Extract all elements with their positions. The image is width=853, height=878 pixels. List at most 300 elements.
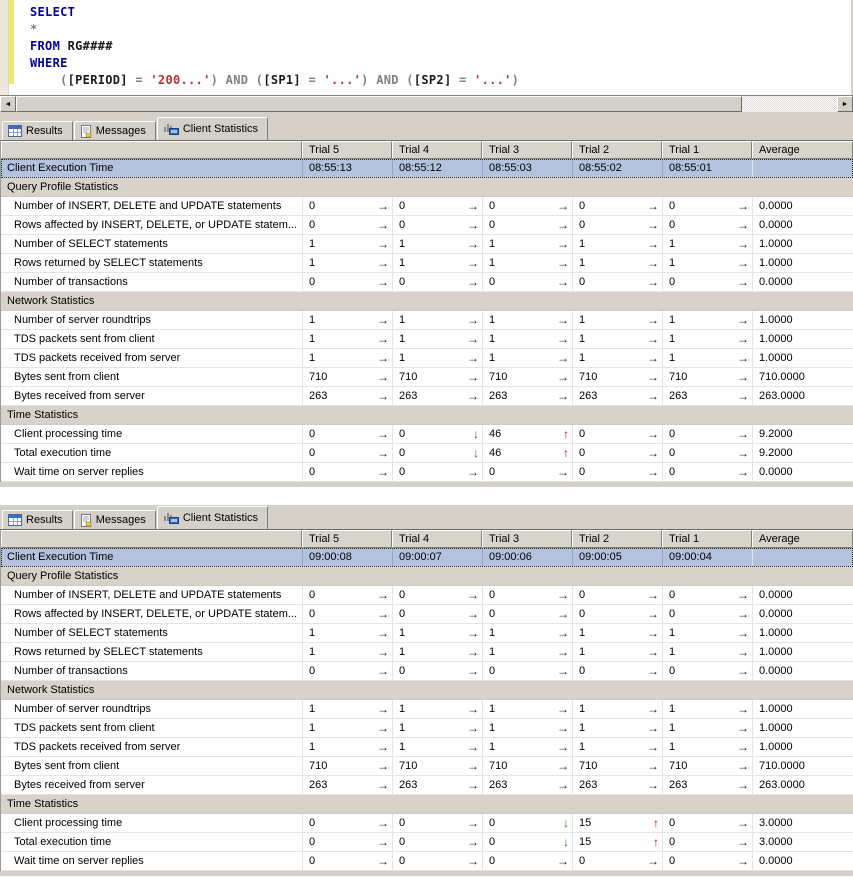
column-header-empty[interactable] [1, 530, 302, 548]
trial-value-cell [302, 216, 392, 234]
trial-value-cell [392, 387, 482, 405]
trial-value-cell [302, 197, 392, 215]
average-cell: 3.0000 [752, 814, 853, 832]
trial-value: 1 [579, 352, 586, 364]
trial-value: 1 [489, 646, 496, 658]
trend-right-icon: → [647, 256, 659, 270]
section-query-profile-statistics[interactable]: Query Profile Statistics [1, 567, 853, 586]
tab-client-statistics[interactable] [157, 117, 268, 140]
row-client-execution-time[interactable] [1, 548, 853, 567]
sql-token: WHERE [30, 56, 68, 70]
trend-right-icon: → [737, 835, 749, 849]
trial-value: 263 [579, 390, 598, 402]
trend-right-icon: → [467, 256, 479, 270]
trial-value: 1 [399, 238, 406, 250]
trend-right-icon: → [647, 759, 659, 773]
tab-results[interactable] [2, 510, 73, 529]
grid-footer [0, 871, 853, 876]
row-bytes-sent-from-client[interactable] [1, 368, 853, 387]
row-label: Number of INSERT, DELETE and UPDATE statements [14, 200, 282, 212]
trial-value-cell [302, 311, 392, 329]
average-cell: 0.0000 [752, 662, 853, 680]
row-label: Rows affected by INSERT, DELETE, or UPDATE statem... [14, 219, 298, 231]
client-statistics-panel-1 [0, 116, 853, 487]
row-number-of-transactions[interactable] [1, 662, 853, 681]
trial-value-cell [302, 330, 392, 348]
trial-value-cell: 09:00:08 [302, 548, 392, 566]
trial-value-cell [482, 833, 572, 851]
trial-value: 1 [489, 314, 496, 326]
trend-right-icon: → [377, 816, 389, 830]
trial-value-cell [662, 643, 752, 661]
trend-right-icon: → [647, 740, 659, 754]
trial-value-cell [482, 368, 572, 386]
trial-value-cell [392, 197, 482, 215]
trend-right-icon: → [647, 332, 659, 346]
trial-value: 0 [399, 608, 406, 620]
trial-value-cell [302, 273, 392, 291]
trial-value: 1 [489, 257, 496, 269]
tab-messages[interactable] [74, 510, 156, 529]
editor-indicator-margin [0, 0, 9, 95]
row-label: Number of server roundtrips [14, 703, 151, 715]
trial-value-cell [302, 833, 392, 851]
row-number-of-server-roundtrips[interactable] [1, 311, 853, 330]
trial-value-cell [662, 330, 752, 348]
sql-token: AND [225, 73, 249, 87]
trial-value-cell [392, 368, 482, 386]
trend-right-icon: → [377, 854, 389, 868]
row-tds-packets-sent-from-client[interactable] [1, 330, 853, 349]
trial-value-cell [662, 349, 752, 367]
trial-value-cell: 09:00:05 [572, 548, 662, 566]
trial-value-cell [662, 311, 752, 329]
trial-value-cell [572, 444, 662, 462]
trend-right-icon: → [647, 218, 659, 232]
trial-value: 46 [489, 447, 502, 459]
trial-value-cell [392, 776, 482, 794]
column-header-trial-5[interactable]: Trial 5 [302, 530, 392, 548]
trial-value: 1 [669, 238, 676, 250]
trend-right-icon: → [377, 588, 389, 602]
tab-client-statistics[interactable] [157, 506, 268, 529]
trend-right-icon: → [557, 588, 569, 602]
trend-right-icon: → [377, 370, 389, 384]
trend-right-icon: → [557, 759, 569, 773]
trial-value-cell [392, 330, 482, 348]
row-tds-packets-received-from-server[interactable] [1, 738, 853, 757]
trend-right-icon: → [647, 702, 659, 716]
row-number-of-select-statements[interactable] [1, 235, 853, 254]
trial-value: 0 [669, 219, 676, 231]
row-label: Rows returned by SELECT statements [14, 257, 203, 269]
trend-right-icon: → [467, 465, 479, 479]
tab-label: Messages [95, 514, 146, 526]
sql-token: RG#### [67, 39, 113, 53]
trend-right-icon: → [557, 465, 569, 479]
trial-value: 710 [579, 760, 598, 772]
trial-value: 0 [669, 608, 676, 620]
tab-label: Client Statistics [182, 512, 259, 524]
trial-value: 0 [489, 466, 496, 478]
trend-right-icon: → [377, 607, 389, 621]
average-cell: 1.0000 [752, 311, 853, 329]
trial-value-cell [482, 349, 572, 367]
trial-value: 710 [489, 760, 508, 772]
scrollbar-track[interactable] [742, 96, 837, 112]
trend-right-icon: → [737, 607, 749, 621]
row-client-processing-time[interactable] [1, 814, 853, 833]
row-wait-time-on-server-replies[interactable] [1, 852, 853, 871]
trial-value-cell [482, 700, 572, 718]
trial-value-cell [662, 586, 752, 604]
grid-header-row [1, 141, 853, 159]
column-header-trial-5[interactable]: Trial 5 [302, 141, 392, 159]
column-header-trial-2[interactable]: Trial 2 [572, 530, 662, 548]
trend-right-icon: → [377, 702, 389, 716]
trial-value-cell [482, 605, 572, 623]
trend-right-icon: → [467, 313, 479, 327]
column-header-trial-4[interactable]: Trial 4 [392, 530, 482, 548]
sql-code-line [30, 55, 519, 72]
column-header-trial-1[interactable]: Trial 1 [662, 141, 752, 159]
trial-value-cell [392, 254, 482, 272]
row-wait-time-on-server-replies[interactable] [1, 463, 853, 482]
trial-value-cell: 09:00:07 [392, 548, 482, 566]
trial-value: 263 [399, 779, 418, 791]
trial-value: 0 [669, 855, 676, 867]
trend-right-icon: → [737, 351, 749, 365]
tab-label: Results [26, 514, 63, 526]
trial-value: 0 [309, 589, 316, 601]
row-bytes-received-from-server[interactable] [1, 387, 853, 406]
trial-value: 0 [579, 447, 586, 459]
sql-token: SELECT [30, 5, 76, 19]
trial-value-cell [392, 216, 482, 234]
trial-value-cell [572, 349, 662, 367]
sql-token: '200...' [150, 73, 211, 87]
trial-value-cell [482, 197, 572, 215]
trend-right-icon: → [647, 351, 659, 365]
trend-right-icon: → [467, 835, 479, 849]
row-bytes-sent-from-client[interactable] [1, 757, 853, 776]
client-statistics-grid [0, 140, 853, 482]
sql-editor[interactable] [0, 0, 853, 95]
trial-value-cell [302, 605, 392, 623]
trial-value: 0 [399, 665, 406, 677]
trial-value-cell [572, 330, 662, 348]
row-label: TDS packets sent from client [14, 333, 155, 345]
trial-value-cell [482, 643, 572, 661]
trial-value: 0 [579, 219, 586, 231]
trend-right-icon: → [377, 664, 389, 678]
row-tds-packets-sent-from-client[interactable] [1, 719, 853, 738]
trend-right-icon: → [377, 740, 389, 754]
trend-right-icon: → [647, 588, 659, 602]
results-tabbar [0, 116, 853, 140]
client-statistics-grid [0, 529, 853, 871]
trend-right-icon: → [557, 275, 569, 289]
average-cell: 3.0000 [752, 833, 853, 851]
trial-value-cell [302, 463, 392, 481]
trial-value-cell [392, 643, 482, 661]
average-cell: 1.0000 [752, 254, 853, 272]
trend-right-icon: → [467, 664, 479, 678]
row-bytes-received-from-server[interactable] [1, 776, 853, 795]
trial-value-cell [662, 235, 752, 253]
trial-value-cell [662, 624, 752, 642]
trial-value: 1 [489, 352, 496, 364]
trial-value-cell [572, 814, 662, 832]
trial-value: 1 [489, 741, 496, 753]
trend-down-icon: ↓ [563, 835, 569, 849]
trial-value: 1 [579, 646, 586, 658]
trial-value-cell: 09:00:06 [482, 548, 572, 566]
average-cell: 0.0000 [752, 273, 853, 291]
average-cell: 0.0000 [752, 197, 853, 215]
row-number-of-transactions[interactable] [1, 273, 853, 292]
scrollbar-thumb[interactable] [16, 96, 742, 112]
trial-value: 1 [399, 646, 406, 658]
trial-value-cell [482, 463, 572, 481]
trial-value: 0 [579, 855, 586, 867]
trend-right-icon: → [467, 645, 479, 659]
trial-value-cell [662, 605, 752, 623]
tab-results[interactable] [2, 121, 73, 140]
trial-value-cell [662, 776, 752, 794]
trial-value: 1 [399, 703, 406, 715]
row-number-of-server-roundtrips[interactable] [1, 700, 853, 719]
row-label: Number of SELECT statements [14, 627, 168, 639]
column-header-average[interactable]: Average [752, 141, 853, 159]
trial-value: 0 [669, 665, 676, 677]
trial-value: 0 [399, 219, 406, 231]
average-cell: 0.0000 [752, 586, 853, 604]
sql-token: ) [511, 73, 520, 87]
row-number-of-insert-delete-and-update-statements[interactable] [1, 197, 853, 216]
row-rows-returned-by-select-statements[interactable] [1, 254, 853, 273]
trend-right-icon: → [377, 237, 389, 251]
row-rows-affected-by-insert-delete-or-update-statem[interactable] [1, 216, 853, 235]
trial-value: 0 [579, 589, 586, 601]
trend-right-icon: → [377, 778, 389, 792]
trial-value-cell [572, 235, 662, 253]
trial-value: 1 [579, 238, 586, 250]
row-total-execution-time[interactable] [1, 833, 853, 852]
trial-value: 710 [309, 371, 328, 383]
trial-value: 0 [579, 428, 586, 440]
trend-right-icon: → [467, 370, 479, 384]
column-header-empty[interactable] [1, 141, 302, 159]
trend-right-icon: → [467, 351, 479, 365]
row-client-execution-time[interactable] [1, 159, 853, 178]
row-number-of-select-statements[interactable] [1, 624, 853, 643]
trial-value-cell [482, 586, 572, 604]
section-network-statistics[interactable]: Network Statistics [1, 292, 853, 311]
scroll-right-icon[interactable]: ► [837, 96, 853, 112]
trial-value-cell [302, 719, 392, 737]
trial-value-cell [572, 776, 662, 794]
trial-value-cell [662, 719, 752, 737]
column-header-trial-1[interactable]: Trial 1 [662, 530, 752, 548]
trend-right-icon: → [467, 702, 479, 716]
average-cell: 1.0000 [752, 643, 853, 661]
trial-value-cell [392, 852, 482, 870]
row-label: Bytes sent from client [14, 371, 120, 383]
trial-value-cell [572, 311, 662, 329]
average-cell: 0.0000 [752, 463, 853, 481]
row-tds-packets-received-from-server[interactable] [1, 349, 853, 368]
trend-right-icon: → [737, 664, 749, 678]
trial-value: 0 [579, 608, 586, 620]
trial-value-cell [392, 719, 482, 737]
column-header-trial-3[interactable]: Trial 3 [482, 141, 572, 159]
trial-value: 0 [579, 665, 586, 677]
trend-right-icon: → [737, 626, 749, 640]
trial-value-cell [572, 273, 662, 291]
trial-value-cell [302, 738, 392, 756]
trial-value: 0 [669, 428, 676, 440]
trial-value: 0 [309, 428, 316, 440]
trial-value: 1 [489, 722, 496, 734]
trial-value-cell [482, 624, 572, 642]
trial-value: 1 [399, 741, 406, 753]
trial-value-cell [662, 757, 752, 775]
trial-value-cell: 08:55:12 [392, 159, 482, 177]
client-statistics-icon [163, 511, 179, 525]
trial-value: 0 [489, 855, 496, 867]
trend-right-icon: → [557, 702, 569, 716]
trial-value: 1 [579, 722, 586, 734]
average-cell: 0.0000 [752, 605, 853, 623]
trend-right-icon: → [557, 778, 569, 792]
trial-value: 1 [669, 703, 676, 715]
horizontal-scrollbar[interactable] [0, 95, 853, 112]
trend-up-icon: ↑ [563, 446, 569, 460]
tab-messages[interactable] [74, 121, 156, 140]
trial-value-cell [572, 662, 662, 680]
tab-label: Messages [95, 125, 146, 137]
trend-right-icon: → [377, 465, 389, 479]
trend-right-icon: → [467, 721, 479, 735]
trial-value: 1 [669, 333, 676, 345]
trial-value: 1 [669, 314, 676, 326]
trial-value-cell [662, 254, 752, 272]
trend-right-icon: → [737, 816, 749, 830]
row-label: Wait time on server replies [14, 855, 144, 867]
trial-value: 0 [669, 466, 676, 478]
trial-value-cell [302, 444, 392, 462]
trend-right-icon: → [647, 854, 659, 868]
column-header-trial-3[interactable]: Trial 3 [482, 530, 572, 548]
column-header-trial-2[interactable]: Trial 2 [572, 141, 662, 159]
row-label: Client processing time [14, 817, 123, 829]
trial-value: 0 [399, 855, 406, 867]
trial-value: 710 [399, 760, 418, 772]
trial-value-cell [572, 852, 662, 870]
trial-value-cell [302, 643, 392, 661]
section-query-profile-statistics[interactable]: Query Profile Statistics [1, 178, 853, 197]
row-rows-affected-by-insert-delete-or-update-statem[interactable] [1, 605, 853, 624]
trend-right-icon: → [647, 237, 659, 251]
section-time-statistics[interactable]: Time Statistics [1, 795, 853, 814]
trial-value: 0 [399, 817, 406, 829]
trend-up-icon: ↑ [563, 427, 569, 441]
trend-right-icon: → [377, 199, 389, 213]
section-network-statistics[interactable]: Network Statistics [1, 681, 853, 700]
row-label: Rows affected by INSERT, DELETE, or UPDATE statem... [14, 608, 298, 620]
trial-value: 1 [399, 314, 406, 326]
row-number-of-insert-delete-and-update-statements[interactable] [1, 586, 853, 605]
sql-token: = [451, 73, 475, 87]
trial-value: 0 [309, 608, 316, 620]
trial-value: 0 [669, 276, 676, 288]
trend-right-icon: → [647, 465, 659, 479]
row-client-processing-time[interactable] [1, 425, 853, 444]
trend-right-icon: → [557, 645, 569, 659]
trial-value: 1 [309, 352, 316, 364]
trial-value-cell [482, 662, 572, 680]
trial-value: 263 [489, 779, 508, 791]
average-cell: 1.0000 [752, 349, 853, 367]
messages-icon [80, 125, 92, 138]
results-grid-icon [8, 125, 22, 137]
column-header-average[interactable]: Average [752, 530, 853, 548]
trial-value: 0 [399, 200, 406, 212]
trial-value-cell [392, 757, 482, 775]
trend-right-icon: → [647, 778, 659, 792]
trial-value-cell [572, 738, 662, 756]
trial-value: 0 [309, 665, 316, 677]
sql-code-line [30, 4, 519, 21]
section-time-statistics[interactable]: Time Statistics [1, 406, 853, 425]
row-label: Client Execution Time [7, 162, 114, 174]
grid-header-row [1, 530, 853, 548]
row-rows-returned-by-select-statements[interactable] [1, 643, 853, 662]
average-cell: 263.0000 [752, 387, 853, 405]
trial-value: 0 [399, 276, 406, 288]
trial-value: 0 [309, 466, 316, 478]
trial-value: 1 [309, 646, 316, 658]
sql-code-line [30, 38, 519, 55]
scroll-left-icon[interactable]: ◄ [0, 96, 16, 112]
row-total-execution-time[interactable] [1, 444, 853, 463]
trial-value: 1 [669, 627, 676, 639]
trial-value-cell [572, 254, 662, 272]
row-label: Number of transactions [14, 665, 128, 677]
column-header-trial-4[interactable]: Trial 4 [392, 141, 482, 159]
trial-value-cell [482, 330, 572, 348]
trend-right-icon: → [737, 256, 749, 270]
trial-value: 710 [399, 371, 418, 383]
trend-right-icon: → [467, 607, 479, 621]
average-cell: 1.0000 [752, 700, 853, 718]
trial-value: 263 [579, 779, 598, 791]
average-cell: 0.0000 [752, 216, 853, 234]
trial-value-cell [572, 643, 662, 661]
trial-value-cell [482, 738, 572, 756]
trial-value: 1 [309, 314, 316, 326]
trial-value: 0 [309, 855, 316, 867]
trial-value: 710 [669, 371, 688, 383]
trend-up-icon: ↑ [653, 816, 659, 830]
trial-value: 1 [489, 703, 496, 715]
trial-value: 0 [489, 836, 496, 848]
trial-value-cell [662, 273, 752, 291]
trial-value-cell: 08:55:03 [482, 159, 572, 177]
trial-value: 1 [399, 627, 406, 639]
trial-value-cell [302, 662, 392, 680]
